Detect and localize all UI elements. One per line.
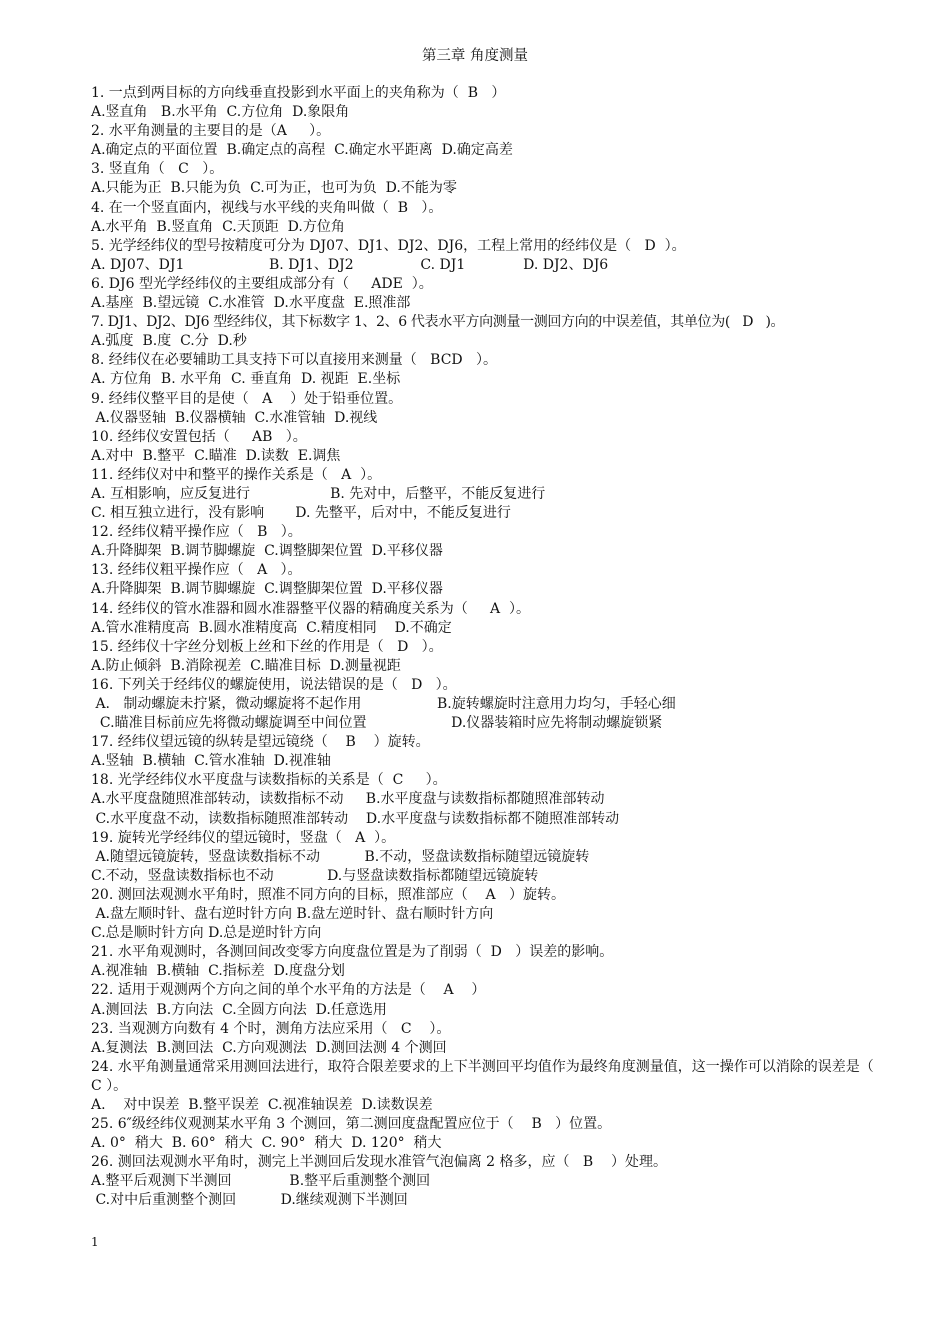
text-line: A.只能为正 B.只能为负 C.可为正，也可为负 D.不能为零 [91, 180, 457, 197]
text-line: 23. 当观测方向数有 4 个时，测角方法应采用（ C ）。 [91, 1020, 451, 1037]
text-line: A. 0° 稍大 B. 60° 稍大 C. 90° 稍大 D. 120° 稍大 [91, 1135, 442, 1152]
text-line: A.基座 B.望远镜 C.水准管 D.水平度盘 E.照准部 [91, 295, 411, 312]
text-line: 24. 水平角测量通常采用测回法进行，取符合限差要求的上下半测回平均值作为最终角度测量值，这一操作可以消除的误差是（ C ）。 [91, 1058, 874, 1094]
text-line: 15. 经纬仪十字丝分划板上丝和下丝的作用是（ D ）。 [91, 638, 443, 655]
text-line: A.复测法 B.测回法 C.方向观测法 D.测回法测 4 个测回 [91, 1039, 447, 1056]
text-line: 5. 光学经纬仪的型号按精度可分为 DJ07、DJ1、DJ2、DJ6，工程上常用的经纬仪是（ D ）。 [91, 237, 686, 254]
text-line: A.盘左顺时针、盘右逆时针方向 B.盘左逆时针、盘右顺时针方向 [91, 906, 494, 923]
text-line: A.整平后观测下半测回 B.整平后重测整个测回 [91, 1173, 431, 1190]
text-line: 13. 经纬仪粗平操作应（ A ）。 [91, 562, 302, 579]
question-list [91, 84, 881, 1211]
text-line: C.总是顺时针方向 D.总是逆时针方向 [91, 925, 322, 942]
text-line: A.测回法 B.方向法 C.全圆方向法 D.任意选用 [91, 1001, 387, 1018]
text-line: A. 互相影响，应反复进行 B. 先对中，后整平，不能反复进行 [91, 485, 546, 502]
page-number: 1 [91, 1235, 99, 1249]
text-line: A.竖轴 B.横轴 C.管水准轴 D.视准轴 [91, 753, 331, 770]
text-line: A.随望远镜旋转，竖盘读数指标不动 B.不动，竖盘读数指标随望远镜旋转 [91, 848, 590, 865]
text-line: 9. 经纬仪整平目的是使（ A ）处于铅垂位置。 [91, 390, 403, 407]
text-line: A.管水准精度高 B.圆水准精度高 C.精度相同 D.不确定 [91, 619, 452, 636]
text-line: A.升降脚架 B.调节脚螺旋 C.调整脚架位置 D.平移仪器 [91, 543, 443, 560]
text-line: 3. 竖直角（ C ）。 [91, 161, 224, 178]
text-line: 1. 一点到两目标的方向线垂直投影到水平面上的夹角称为（ B ） [91, 85, 506, 101]
text-line: A. DJ07、DJ1 B. DJ1、DJ2 C. DJ1 D. DJ2、DJ6 [91, 256, 609, 273]
text-line: C.对中后重测整个测回 D.继续观测下半测回 [91, 1192, 408, 1209]
text-line: A. 对中误差 B.整平误差 C.视准轴误差 D.读数误差 [91, 1096, 433, 1113]
text-line: C.水平度盘不动，读数指标随照准部转动 D.水平度盘与读数指标都不随照准部转动 [91, 810, 620, 827]
text-line: 25. 6″级经纬仪观测某水平角 3 个测回，第二测回度盘配置应位于（ B ）位置。 [91, 1116, 612, 1133]
text-line: A. 方位角 B. 水平角 C. 垂直角 D. 视距 E.坐标 [91, 371, 401, 388]
text-line: 26. 测回法观测水平角时，测完上半测回后发现水准管气泡偏离 2 格多，应（ B ）处理。 [91, 1154, 667, 1171]
text-line: A.对中 B.整平 C.瞄准 D.读数 E.调焦 [91, 447, 341, 464]
text-line: 7. DJ1、DJ2、DJ6 型经纬仪，其下标数字 1、2、6 代表水平方向测量一测回方向的中误差值，其单位为( D )。 [91, 314, 785, 331]
text-line: A.水平度盘随照准部转动，读数指标不动 B.水平度盘与读数指标都随照准部转动 [91, 791, 605, 808]
text-line: 2. 水平角测量的主要目的是（A ）。 [91, 123, 331, 140]
text-line: 14. 经纬仪的管水准器和圆水准器整平仪器的精确度关系为（ A ）。 [91, 600, 530, 617]
text-line: 21. 水平角观测时，各测回间改变零方向度盘位置是为了削弱（ D ）误差的影响。 [91, 944, 614, 961]
text-line: 4. 在一个竖直面内，视线与水平线的夹角叫做（ B ）。 [91, 199, 443, 216]
text-line: 17. 经纬仪望远镜的纵转是望远镜绕（ B ）旋转。 [91, 734, 430, 751]
text-line: A. 制动螺旋未拧紧，微动螺旋将不起作用 B.旋转螺旋时注意用力均匀，手轻心细 [91, 696, 676, 712]
text-line: A.竖直角 B.水平角 C.方位角 D.象限角 [91, 104, 350, 121]
text-line: A.升降脚架 B.调节脚螺旋 C.调整脚架位置 D.平移仪器 [91, 581, 443, 598]
text-line: A.水平角 B.竖直角 C.天顶距 D.方位角 [91, 218, 345, 235]
text-line: A.仪器竖轴 B.仪器横轴 C.水准管轴 D.视线 [91, 409, 378, 426]
page-title: 第三章 角度测量 [421, 48, 529, 64]
text-line: 22. 适用于观测两个方向之间的单个水平角的方法是（ A ） [91, 982, 486, 999]
text-line: A.弧度 B.度 C.分 D.秒 [91, 333, 247, 350]
text-line: C. 相互独立进行，没有影响 D. 先整平，后对中，不能反复进行 [91, 505, 511, 522]
text-line: A.确定点的平面位置 B.确定点的高程 C.确定水平距离 D.确定高差 [91, 142, 513, 159]
text-line: 18. 光学经纬仪水平度盘与读数指标的关系是（ C ）。 [91, 772, 447, 789]
text-line: 6. DJ6 型光学经纬仪的主要组成部分有（ ADE ）。 [91, 275, 433, 292]
text-line: 11. 经纬仪对中和整平的操作关系是（ A ）。 [91, 466, 382, 483]
text-line: C.瞄准目标前应先将微动螺旋调至中间位置 D.仪器装箱时应先将制动螺旋锁紧 [91, 715, 663, 732]
text-line: A.视准轴 B.横轴 C.指标差 D.度盘分划 [91, 963, 345, 980]
text-line: C.不动，竖盘读数指标也不动 D.与竖盘读数指标都随望远镜旋转 [91, 867, 539, 884]
text-line: 8. 经纬仪在必要辅助工具支持下可以直接用来测量（ BCD ）。 [91, 352, 497, 369]
text-line: 10. 经纬仪安置包括（ AB ）。 [91, 428, 307, 445]
text-line: 16. 下列关于经纬仪的螺旋使用，说法错误的是（ D ）。 [91, 676, 457, 693]
text-line: A.防止倾斜 B.消除视差 C.瞄准目标 D.测量视距 [91, 657, 401, 674]
text-line: 19. 旋转光学经纬仪的望远镜时，竖盘（ A ）。 [91, 829, 396, 846]
text-line: 12. 经纬仪精平操作应（ B ）。 [91, 524, 302, 541]
text-line: 20. 测回法观测水平角时，照准不同方向的目标，照准部应（ A ）旋转。 [91, 886, 565, 903]
